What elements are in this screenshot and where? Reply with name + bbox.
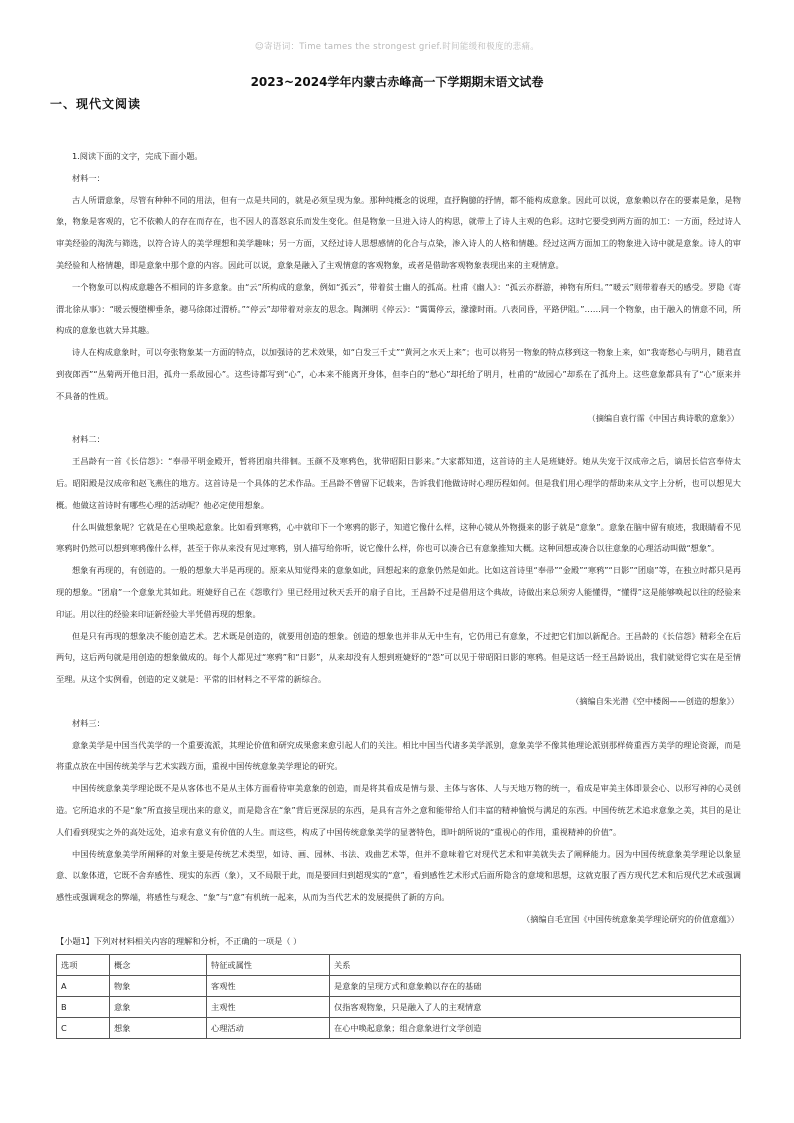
- table-cell: 物象: [110, 976, 207, 997]
- table-cell: 想象: [110, 1018, 207, 1039]
- table-cell: B: [57, 997, 110, 1018]
- paragraph: 想象有再现的，有创造的。一般的想象大半是再现的。原来从知觉得来的意象如此，回想起来的意象仍然是如此。比如这首诗里“奉帚”“金殿”“寒鸦”“日影”“团扇”等，在独立时都只是再现的想象。“团扇”一个意象尤其如此。班婕妤自己在《怨歌行》里已经用过秋天丢开的扇子自比，王昌龄不过是借用这个典故，诗做出来总须旁人能懂得，“懂得”这是能够唤起以往的经验来印证。用以往的经验来印证新经验大半凭借再现的想象。: [56, 565, 741, 619]
- section-heading: 一、现代文阅读: [50, 97, 142, 111]
- table-header-cell: 特征或属性: [207, 955, 330, 976]
- paragraph: 意象美学是中国当代美学的一个重要流派，其理论价值和研究成果愈来愈引起人们的关注。相比中国当代诸多美学派别，意象美学不像其他理论派别那样倚重西方美学的理论资源，而是将重点放在中国传统美学与艺术实践方面，重视中国传统意象美学理论的研究。: [56, 739, 741, 772]
- table-cell: C: [57, 1018, 110, 1039]
- paragraph: 王昌龄有一首《长信怨》：“奉帚平明金殿开，暂将团扇共徘徊。玉颜不及寒鸦色，犹带昭阳日影来。”大家都知道，这首诗的主人是班婕妤。她从失宠于汉成帝之后，谪居长信宫奉侍太后。昭阳殿是汉成帝和赵飞燕住的地方。这首诗是一个具体的艺术作品。王昌龄不曾留下记载来，告诉我们他做诗时心理历程如何。但是我们用心理学的帮助来从文字上分析，也可以想见大概。他做这首诗时有哪些心理的活动呢？他必定使用想象。: [56, 456, 741, 510]
- paragraph: 一个物象可以构成意趣各不相同的许多意象。由“云”所构成的意象，例如“孤云”，带着贫士幽人的孤高。杜甫《幽人》：“孤云亦群游，神物有所归。”“暖云”则带着春天的感受。罗隐《寄渭北徐从事》：“暖云慢堕柳垂条，骢马徐郎过渭桥。”“停云”却带着对亲友的思念。陶渊明《停云》：“霭霭停云，濛濛时雨。八表同昏，平路伊阻。”……同一个物象，由于融入的情意不同，所构成的意象也就大异其趣。: [56, 281, 741, 336]
- paragraph: 古人所谓意象，尽管有种种不同的用法，但有一点是共同的，就是必须呈现为象。那种纯概念的说理，直抒胸臆的抒情，都不能构成意象。因此可以说，意象赖以存在的要素是象，是物象，物象是客观的，它不依赖人的存在而存在，也不因人的喜怒哀乐而发生变化。但是物象一旦进入诗人的构思，就带上了诗人主观的色彩。这时它要受到两方面的加工：一方面，经过诗人审美经验的淘洗与筛选，以符合诗人的美学理想和美学趣味；另一方面，又经过诗人思想感情的化合与点染，渗入诗人的人格和情趣。经过这两方面加工的物象进入诗中就是意象。诗人的审美经验和人格情趣，即是意象中那个意的内容。因此可以说，意象是融入了主观情意的客观物象，或者是借助客观物象表现出来的主观情意。: [56, 194, 741, 270]
- table-header-cell: 概念: [110, 955, 207, 976]
- material-source: （摘编自朱光潜《空中楼阁——创造的想象》）: [571, 695, 739, 706]
- options-table: [56, 954, 741, 1039]
- question-intro: 1.阅读下面的文字，完成下面小题。: [72, 151, 203, 161]
- material-label: 材料二：: [72, 434, 105, 445]
- table-cell: 主观性: [207, 997, 330, 1018]
- paragraph: 诗人在构成意象时，可以夸张物象某一方面的特点，以加强诗的艺术效果，如“白发三千丈”“黄河之水天上来”；也可以将另一物象的特点移到这一物象上来，如“我寄愁心与明月，随君直到夜郎西”“丛菊两开他日泪，孤舟一系故园心”。这些诗都写到“心”，心本来不能离开身体，但李白的“愁心”却托给了明月，杜甫的“故园心”却系在了孤舟上。这些意象都具有了“心”原来并不具备的性质。: [56, 347, 741, 401]
- watermark-text: ☺寄语词：Time tames the strongest grief.时间能缓和极度的悲痛。: [254, 42, 540, 52]
- table-cell: 是意象的呈现方式和意象赖以存在的基础: [330, 976, 741, 997]
- table-cell: 心理活动: [207, 1018, 330, 1039]
- question-content: [56, 146, 741, 1039]
- material-source: （摘编自毛宣国《中国传统意象美学理论研究的价值意蕴》）: [522, 913, 739, 924]
- paragraph: 但是只有再现的想象决不能创造艺术。艺术既是创造的，就要用创造的想象。创造的想象也并非从无中生有，它仍用已有意象，不过把它们加以新配合。王昌龄的《长信怨》精彩全在后两句，这后两句就是用创造的想象做成的。每个人都见过“寒鸦”和“日影”，从来却没有人想到班婕妤的“怨”可以见于带昭阳日影的寒鸦。但是这话一经王昌龄说出，我们就觉得它实在是至情至理。从这个实例看，创造的定义就是：平常的旧材料之不平常的新综合。: [56, 630, 741, 685]
- exam-title: 2023~2024学年内蒙古赤峰高一下学期期末语文试卷: [250, 75, 544, 89]
- table-cell: 在心中唤起意象；组合意象进行文学创造: [330, 1018, 741, 1039]
- material-label: 材料一：: [72, 172, 105, 183]
- table-cell: A: [57, 976, 110, 997]
- paragraph: 什么叫做想象呢？它就是在心里唤起意象。比如看到寒鸦，心中就印下一个寒鸦的影子，知道它像什么样，这种心镜从外物摄来的影子就是“意象”。意象在脑中留有痕迹，我眼睛看不见寒鸦时仍然可以想到寒鸦像什么样，甚至于你从来没有见过寒鸦，别人描写给你听，说它像什么样，你也可以凑合已有意象推知大概。这种回想或凑合以往意象的心理活动叫做“想象”。: [56, 521, 741, 554]
- table-row: [57, 1018, 741, 1039]
- table-cell: 仅指客观物象，只是融入了人的主观情意: [330, 997, 741, 1018]
- table-cell: 客观性: [207, 976, 330, 997]
- paragraph: 中国传统意象美学理论既不是从客体也不是从主体方面看待审美意象的创造，而是将其看成是情与景、主体与客体、人与天地万物的统一，看成是审美主体即景会心、以形写神的心灵创造。它所追求的不是“象”所直接呈现出来的意义，而是隐含在“象”背后更深层的东西，是具有言外之意和能带给人们丰富的精神愉悦与满足的东西。中国传统艺术追求意象之美，其目的是让人们看到现实之外的高处远处，追求有意义有价值的人生。而这些，构成了中国传统意象美学的显著特色，即叶朗所说的“重视心的作用，重视精神的价值”。: [56, 783, 741, 837]
- material-label: 材料三：: [72, 717, 105, 728]
- sub-question: 【小题1】下列对材料相关内容的理解和分析，不正确的一项是（ ）: [56, 935, 302, 946]
- table-header-cell: 关系: [330, 955, 741, 976]
- material-source: （摘编自袁行霈《中国古典诗歌的意象》）: [587, 412, 739, 423]
- table-cell: 意象: [110, 997, 207, 1018]
- table-header-cell: 选项: [57, 955, 110, 976]
- table-header-row: [57, 955, 741, 976]
- table-row: [57, 997, 741, 1018]
- paragraph: 中国传统意象美学所阐释的对象主要是传统艺术类型，如诗、画、园林、书法、戏曲艺术等，但并不意味着它对现代艺术和审美就失去了阐释能力。因为中国传统意象美学理论以象显意、以象体道，它既不舍弃感性、现实的东西（象），又不局限于此，而是要回归到超现实的“意”，看到感性艺术形式后面所隐含的意境和思想，这就克服了西方现代艺术和后现代艺术或强调感性或强调观念的弊端，将感性与观念、“象”与“意”有机统一起来，从而为当代艺术的发展提供了新的方向。: [56, 848, 741, 903]
- table-row: [57, 976, 741, 997]
